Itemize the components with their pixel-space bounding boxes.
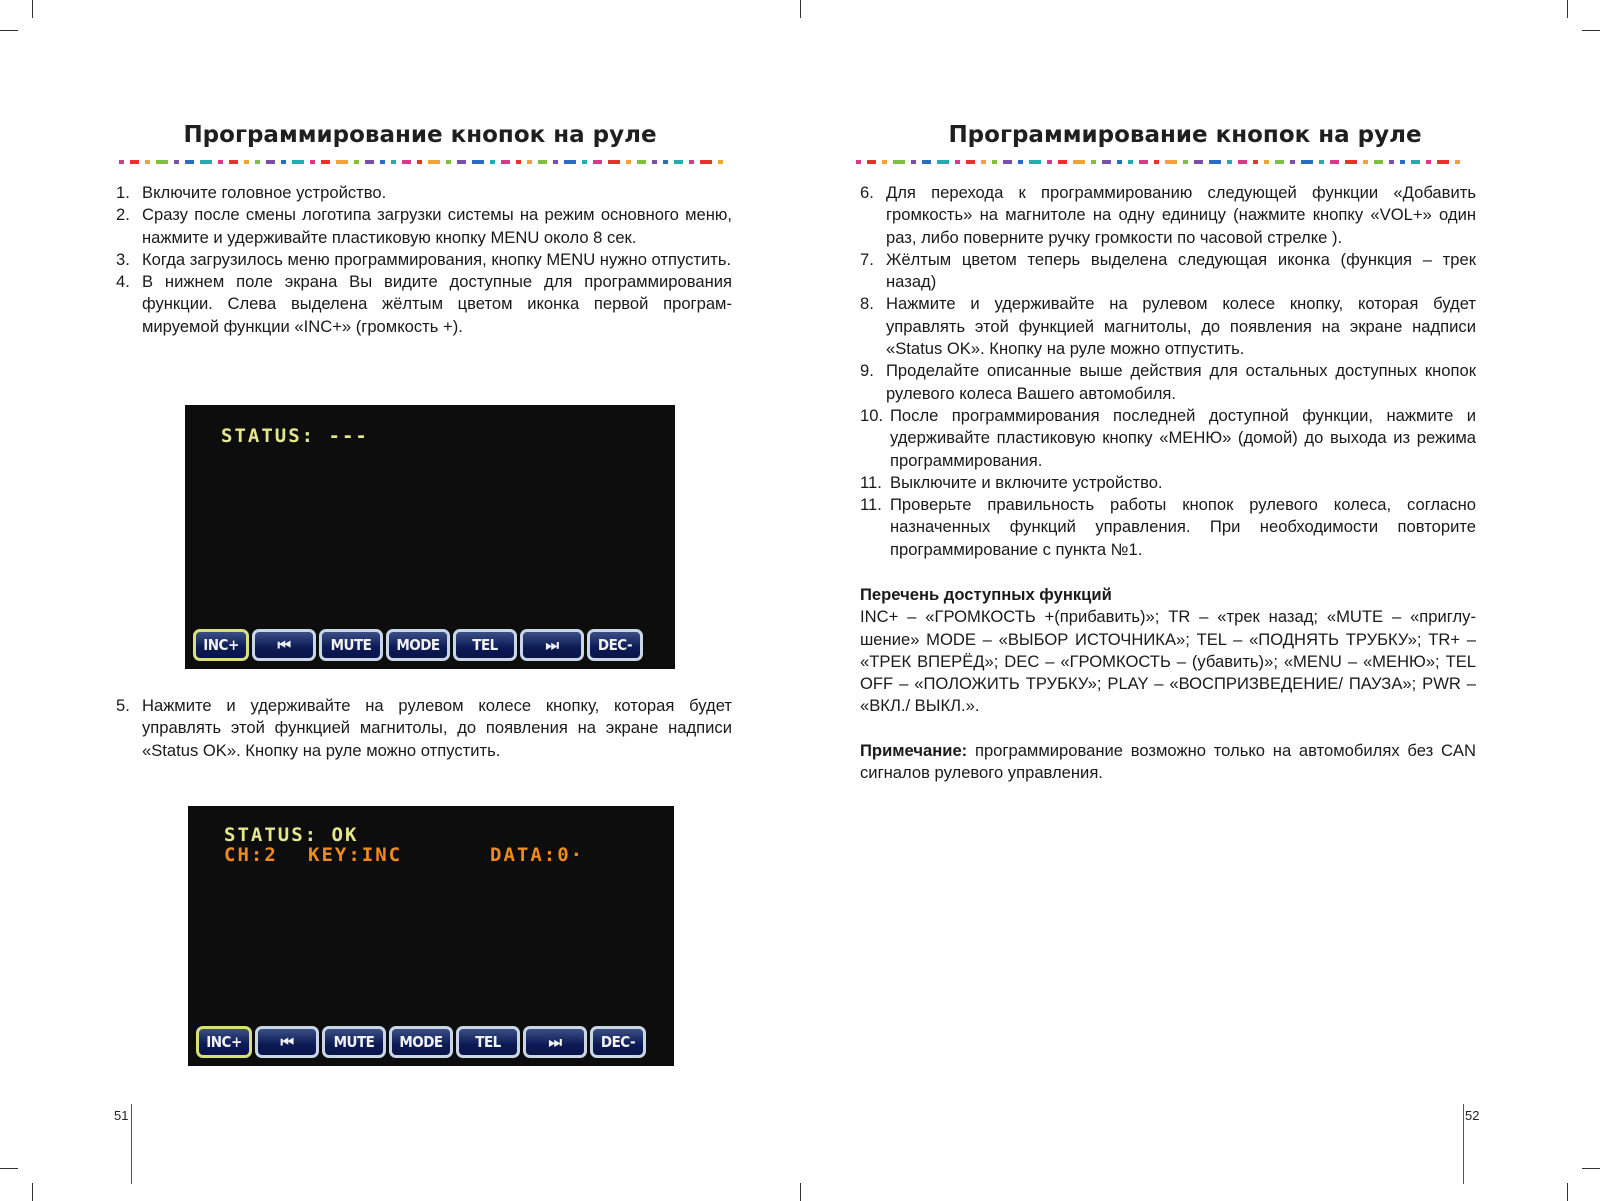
rule-dash (119, 160, 124, 164)
page-number: 52 (1465, 1108, 1480, 1123)
rule-dash (527, 160, 532, 164)
rule-dash (218, 160, 223, 164)
list-item (860, 405, 1476, 472)
rule-dash (1139, 160, 1148, 164)
colored-dash-rule (856, 160, 1462, 164)
channel-readout: CH:2 (224, 844, 278, 866)
rule-dash (516, 160, 521, 164)
rule-dash (538, 160, 547, 164)
rule-dash (1275, 160, 1284, 164)
rule-dash (391, 160, 396, 164)
list-item (116, 695, 732, 762)
step-text: После программирования последней доступной функции, нажмите и удерживайте пластиковую кнопку «МЕНЮ» (домой) до выхода из режима программирования. (890, 405, 1476, 470)
instruction-list (116, 182, 732, 338)
list-item (860, 293, 1476, 360)
step-number: 11. (860, 495, 882, 515)
rule-dash (1091, 160, 1096, 164)
rule-dash (1301, 160, 1313, 164)
rule-dash (1154, 160, 1159, 164)
rule-dash (156, 160, 168, 164)
note-label: Примечание: (860, 741, 968, 760)
rule-dash (1437, 160, 1449, 164)
step-text: Проделайте описанные выше действия для остальных доступных кнопок рулевого колеса Вашего автомобиля. (886, 361, 1476, 403)
rule-dash (955, 160, 960, 164)
rule-dash (1345, 160, 1357, 164)
list-item (860, 472, 1476, 494)
rule-dash (1102, 160, 1111, 164)
rule-dash (457, 160, 466, 164)
list-item (860, 494, 1476, 561)
rule-dash (266, 160, 275, 164)
key-readout: KEY:INC (308, 844, 403, 866)
rule-dash (1018, 160, 1023, 164)
rule-dash (1047, 160, 1052, 164)
page-title: Программирование кнопок на руле (948, 122, 1422, 148)
step-text: Нажмите и удерживайте на рулевом колесе кнопку, которая будет управлять этой функцией магнитолы, до появления на экране надписи «Status OK». Кнопку на руле можно отпустить. (886, 294, 1476, 359)
step-text: Для перехода к программированию следующей функции «Добавить громкость» на магнитоле на одну единицу (нажмите кнопку «VOL+» один раз, либо поверните ручку громкости по часовой стрелке ). (886, 183, 1476, 247)
step-number: 3. (116, 249, 130, 269)
rule-dash (1238, 160, 1247, 164)
rule-dash (1165, 160, 1177, 164)
rule-dash (321, 160, 330, 164)
rule-dash (1253, 160, 1258, 164)
function-button-row (196, 1026, 646, 1058)
list-item (860, 182, 1476, 249)
dec-minus-button[interactable]: DEC- (590, 1026, 646, 1058)
status-readout: STATUS: OK (224, 824, 359, 846)
rule-dash (244, 160, 249, 164)
head-unit-screen-status-ok (188, 806, 674, 1066)
rule-dash (911, 160, 916, 164)
rule-dash (402, 160, 411, 164)
rule-dash (637, 160, 646, 164)
list-item (860, 249, 1476, 294)
step-text: Нажмите и удерживайте на рулевом колесе кнопку, которая будет управлять этой функцией магнитолы, до появления на экране надписи «Status OK». Кнопку на руле можно отпустить. (142, 696, 732, 760)
tel-button[interactable]: TEL (453, 629, 517, 661)
rule-dash (700, 160, 712, 164)
functions-heading: Перечень доступных функций (860, 585, 1112, 604)
rule-dash (593, 160, 602, 164)
rule-dash (1389, 160, 1394, 164)
step-text: Жёлтым цветом теперь выделена следующая иконка (функция – трек назад) (886, 249, 1476, 292)
rule-dash (689, 160, 694, 164)
rule-dash (446, 160, 451, 164)
rule-dash (365, 160, 374, 164)
step-text: Сразу после смены логотипа загрузки системы на режим основного меню, нажмите и удерживайте пластиковую кнопку MENU около 8 сек. (142, 205, 732, 247)
rule-dash (145, 160, 150, 164)
step-number: 6. (860, 183, 874, 202)
rule-dash (652, 160, 657, 164)
rule-dash (893, 160, 905, 164)
rule-dash (1029, 160, 1041, 164)
step-number: 9. (860, 361, 874, 381)
rule-dash (626, 160, 631, 164)
rule-dash (1426, 160, 1431, 164)
rule-dash (937, 160, 949, 164)
instruction-list (116, 695, 732, 762)
step-number: 5. (116, 696, 130, 715)
rule-dash (981, 160, 986, 164)
step-number: 11. (860, 472, 882, 492)
rule-dash (663, 160, 668, 164)
dec-minus-button[interactable]: DEC- (587, 629, 643, 661)
step-number: 4. (116, 272, 130, 292)
rule-dash (856, 160, 861, 164)
rule-dash (1128, 160, 1133, 164)
rule-dash (1194, 160, 1203, 164)
step-text: Когда загрузилось меню программирования, кнопку MENU нужно отпустить. (142, 249, 732, 269)
rule-dash (882, 160, 887, 164)
rule-dash (200, 160, 212, 164)
next-track-icon[interactable]: ⏭ (520, 629, 584, 661)
rule-dash (608, 160, 620, 164)
rule-dash (185, 160, 194, 164)
previous-track-icon[interactable]: ⏮ (252, 629, 316, 661)
functions-text: INC+ – «ГРОМКОСТЬ +(прибавить)»; TR – «трек назад; «MUTE – «приглушение» MODE – «ВЫБОР ИСТОЧНИКА»; TEL – «ПОДНЯТЬ ТРУБКУ»; TR+ – «ТРЕК ВПЕРЁД»; DEC – «ГРОМКОСТЬ – (убавить)»; «MENU – «МЕНЮ»; TEL OFF – «ПОЛОЖИТЬ ТРУБКУ»; PLAY – «ВОСПРИЗВЕДЕНИЕ/ ПАУЗА»; PWR – «ВКЛ./ ВЫКЛ.». (860, 607, 1476, 716)
rule-dash (1411, 160, 1420, 164)
step-number: 10. (860, 405, 884, 425)
step-text: В нижнем поле экрана Вы видите доступные для программирования функции. Слева выделена жёлтым цветом иконка первой программируемой функции «INC+» (громкость +). (142, 272, 732, 336)
rule-dash (564, 160, 576, 164)
step-number: 1. (116, 183, 130, 202)
page-number-rule (131, 1104, 132, 1184)
list-item (116, 271, 732, 338)
rule-dash (1374, 160, 1383, 164)
rule-dash (1003, 160, 1012, 164)
rule-dash (1400, 160, 1405, 164)
rule-dash (336, 160, 348, 164)
rule-dash (255, 160, 260, 164)
rule-dash (582, 160, 587, 164)
rule-dash (1117, 160, 1122, 164)
rule-dash (229, 160, 238, 164)
note (860, 740, 1476, 785)
rule-dash (922, 160, 931, 164)
rule-dash (130, 160, 139, 164)
head-unit-screen-status-pending (185, 405, 675, 669)
colored-dash-rule (119, 160, 731, 164)
rule-dash (1330, 160, 1339, 164)
note-text: программирование возможно только на автомобилях без CAN сигналов рулевого управления. (860, 741, 1476, 783)
rule-dash (1183, 160, 1188, 164)
rule-dash (354, 160, 359, 164)
inc-plus-button[interactable]: INC+ (193, 629, 249, 661)
rule-dash (1058, 160, 1067, 164)
step-number: 8. (860, 294, 874, 314)
rule-dash (867, 160, 876, 164)
inc-plus-button[interactable]: INC+ (196, 1026, 252, 1058)
previous-track-icon[interactable]: ⏮ (255, 1026, 319, 1058)
tel-button[interactable]: TEL (456, 1026, 520, 1058)
rule-dash (281, 160, 286, 164)
right-page (800, 0, 1600, 1201)
rule-dash (472, 160, 484, 164)
step-number: 2. (116, 205, 130, 225)
step-text: Проверьте правильность работы кнопок рулевого колеса, согласно назначенных функций управления. При необходимости повторите программирование с пункта №1. (890, 495, 1476, 559)
rule-dash (417, 160, 422, 164)
rule-dash (1290, 160, 1295, 164)
list-item (860, 360, 1476, 405)
next-track-icon[interactable]: ⏭ (523, 1026, 587, 1058)
rule-dash (1227, 160, 1232, 164)
instruction-list (860, 182, 1476, 561)
data-readout: DATA:0· (490, 844, 585, 866)
functions-section (860, 584, 1476, 718)
rule-dash (501, 160, 510, 164)
rule-dash (966, 160, 975, 164)
list-item (116, 182, 732, 204)
mode-button[interactable]: MODE (386, 629, 450, 661)
rule-dash (490, 160, 495, 164)
step-text: Включите головное устройство. (142, 183, 387, 202)
page-number: 51 (114, 1108, 129, 1123)
rule-dash (380, 160, 385, 164)
status-readout: STATUS: --- (221, 425, 369, 447)
rule-dash (674, 160, 683, 164)
rule-dash (292, 160, 304, 164)
function-button-row (193, 629, 643, 661)
rule-dash (553, 160, 558, 164)
mute-button[interactable]: MUTE (322, 1026, 386, 1058)
mute-button[interactable]: MUTE (319, 629, 383, 661)
mode-button[interactable]: MODE (389, 1026, 453, 1058)
rule-dash (1209, 160, 1221, 164)
rule-dash (310, 160, 315, 164)
rule-dash (1319, 160, 1324, 164)
rule-dash (718, 160, 723, 164)
rule-dash (1363, 160, 1368, 164)
step-text: Выключите и включите устройство. (890, 472, 1163, 492)
page-title: Программирование кнопок на руле (183, 122, 657, 148)
page-number-rule (1463, 1104, 1464, 1184)
rule-dash (1455, 160, 1460, 164)
rule-dash (1264, 160, 1269, 164)
rule-dash (992, 160, 997, 164)
list-item (116, 204, 732, 249)
rule-dash (174, 160, 179, 164)
rule-dash (1073, 160, 1085, 164)
step-number: 7. (860, 249, 874, 269)
list-item (116, 249, 732, 271)
rule-dash (428, 160, 440, 164)
